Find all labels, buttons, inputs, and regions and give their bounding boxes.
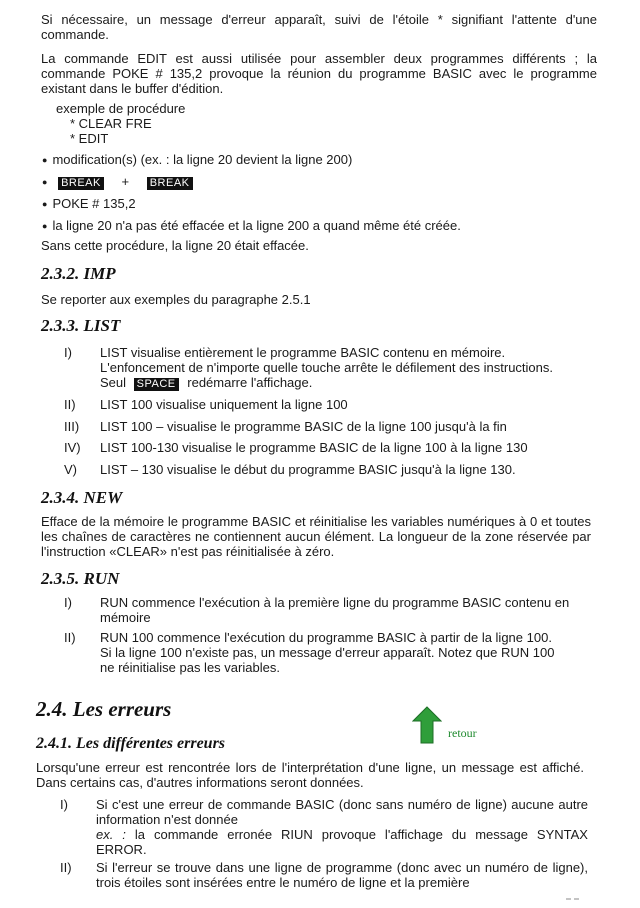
list-item-2-text: LIST 100 visualise uniquement la ligne 100 [100,397,348,412]
list-item-number: I) [64,595,72,610]
section-2-3-2-text: Se reporter aux exemples du paragraphe 2.5.1 [41,292,311,307]
list-item-number: II) [60,860,72,875]
break-key-1: BREAK [58,177,104,190]
section-2-4-title: 2.4. Les erreurs [36,697,172,721]
error-item-1-main: Si c'est une erreur de commande BASIC (donc sans numéro de ligne) aucune autre information n'est donnée [96,797,588,827]
error-item-2-text: Si l'erreur se trouve dans une ligne de programme (donc avec un numéro de ligne), trois étoiles sont insérées entre le numéro de ligne et la première [96,860,588,890]
list-item-1-restart: redémarre l'affichage. [187,375,313,390]
example-label: exemple de procédure [56,101,186,116]
break-key-2: BREAK [147,177,193,190]
list-item-number: IV) [64,440,81,455]
run-item-1-text: RUN commence l'exécution à la première ligne du programme BASIC contenu en mémoire [100,595,570,625]
section-2-3-5-title: 2.3.5. RUN [41,569,120,588]
list-item-number: V) [64,462,77,477]
section-2-3-4-text: Efface de la mémoire le programme BASIC et réinitialise les variables numériques à 0 et toutes les chaînes de caractères ne contiennent aucun élément. La longueur de la zone réservée par l'instruction «CLEAR» n'est pas réinitialisée à zéro. [41,514,591,559]
plus-sign: + [121,174,130,189]
section-2-3-2-title: 2.3.2. IMP [41,264,116,283]
bullet-modification [42,152,352,169]
space-key: SPACE [134,378,179,391]
list-item-4-text: LIST 100-130 visualise le programme BASIC de la ligne 100 à la ligne 130 [100,440,528,455]
section-2-4-1-title: 2.4.1. Les différentes erreurs [36,735,226,752]
run-item-2-text: RUN 100 commence l'exécution du programme BASIC à partir de la ligne 100. Si la ligne 100 n'existe pas, un message d'erreur apparaît. Notez que RUN 100 ne réinitialise pas les variables. [100,630,555,675]
bullet-line-20 [42,218,461,235]
page-corner-mark [566,897,580,901]
section-2-3-4-title: 2.3.4. NEW [41,488,123,507]
list-item-3-text: LIST 100 – visualise le programme BASIC de la ligne 100 jusqu'à la fin [100,419,507,434]
error-item-1-ex-text: la commande erronée RIUN provoque l'affichage du message SYNTAX ERROR. [96,827,588,857]
list-item-1-line-3 [100,375,312,391]
intro-paragraph-2: La commande EDIT est aussi utilisée pour assembler deux programmes différents ; la commande POKE # 135,2 provoque la réunion du programme BASIC avec le programme existant dans le buffer d'édition. [41,51,597,96]
bullet-line-20-text: la ligne 20 n'a pas été effacée et la ligne 200 a quand même été créée. [52,218,461,233]
bullet-poke-text: POKE # 135,2 [52,196,136,211]
bullet-break-keys [42,174,193,191]
list-item-number: I) [60,797,68,812]
bullet-modification-text: modification(s) (ex. : la ligne 20 devient la ligne 200) [52,152,353,167]
error-item-1-ex-label: ex. : [96,827,126,842]
error-item-1-text [96,797,588,857]
example-command-edit: * EDIT [70,131,109,146]
example-command-clear: * CLEAR FRE [70,116,152,131]
list-item-1-line-2: L'enfoncement de n'importe quelle touche arrête le défilement des instructions. [100,360,554,375]
list-item-1-line-1: LIST visualise entièrement le programme BASIC contenu en mémoire. [100,345,506,360]
list-item-5-text: LIST – 130 visualise le début du programme BASIC jusqu'à la ligne 130. [100,462,516,477]
bullet-poke [42,196,136,213]
list-item-number: III) [64,419,80,434]
intro-paragraph-1: Si nécessaire, un message d'erreur apparaît, suivi de l'étoile * signifiant l'attente d'une commande. [41,12,597,42]
list-item-number: II) [64,397,76,412]
up-arrow-icon[interactable] [412,706,442,744]
retour-link[interactable]: retour [448,726,477,740]
section-2-4-1-text: Lorsqu'une erreur est rencontrée lors de l'interprétation d'une ligne, un message est affiché. Dans certains cas, d'autres informations seront données. [36,760,584,790]
intro-paragraph-3: Sans cette procédure, la ligne 20 était effacée. [41,238,309,253]
section-2-3-3-title: 2.3.3. LIST [41,316,121,335]
list-item-number: II) [64,630,76,645]
list-item-1-seul: Seul [100,375,127,390]
list-item-number: I) [64,345,72,360]
